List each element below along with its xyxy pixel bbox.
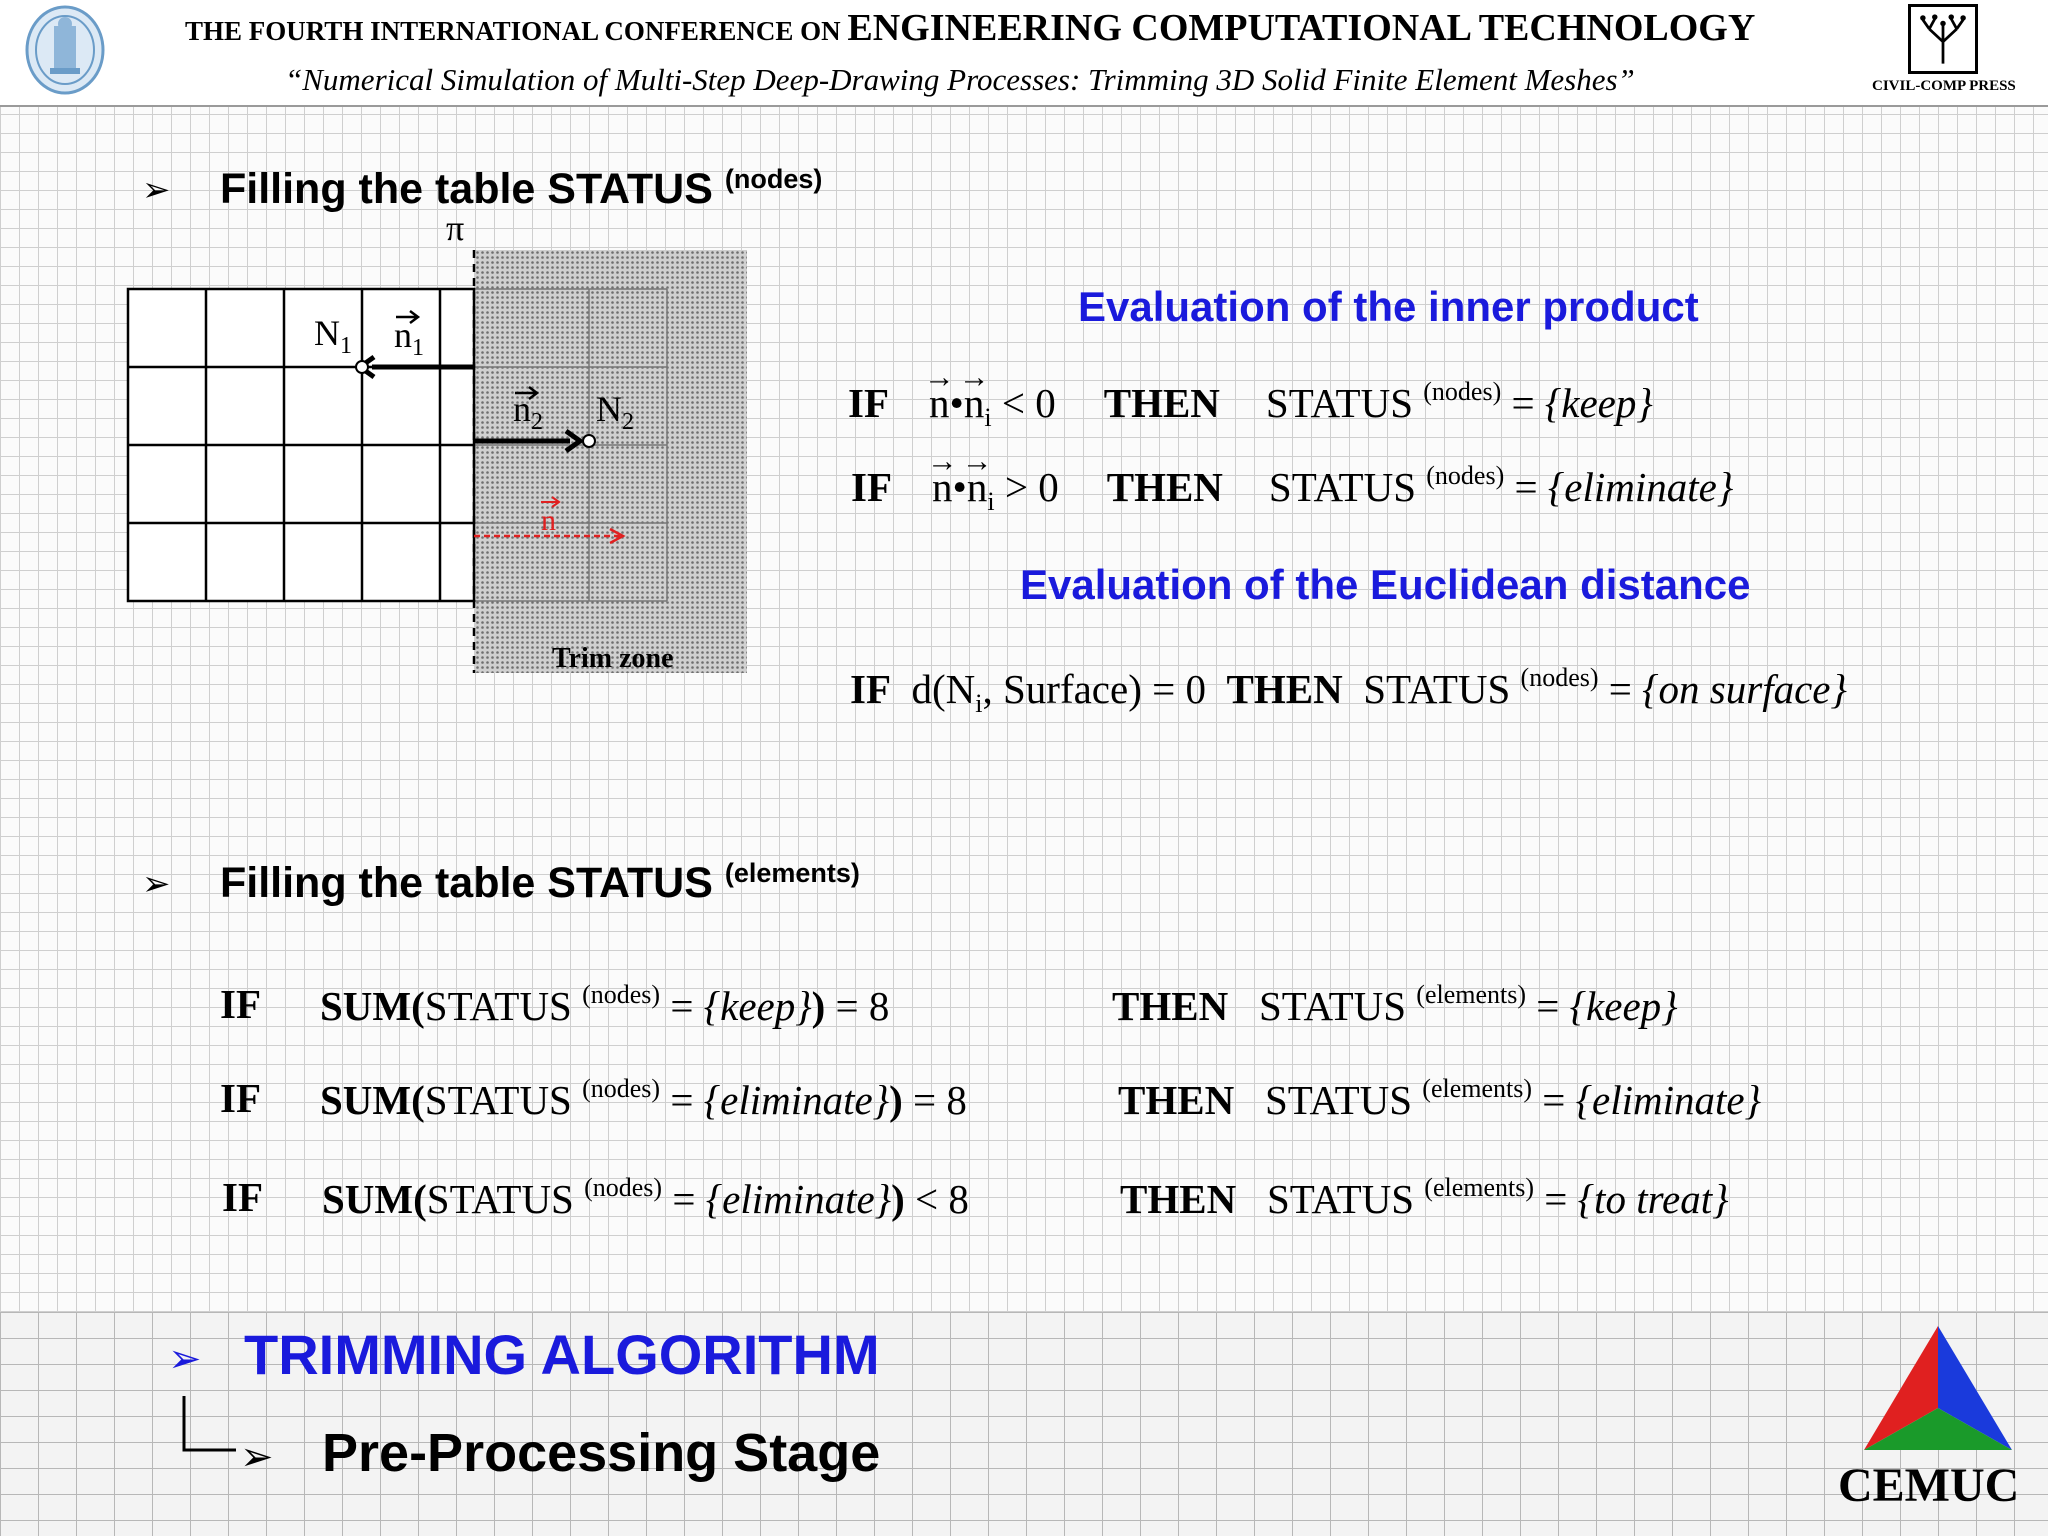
paper-subtitle: “Numerical Simulation of Multi-Step Deep-Drawing Processes: Trimming 3D Solid Finite Element Meshes”: [285, 62, 1635, 97]
conference-prefix: THE FOURTH INTERNATIONAL CONFERENCE ON: [185, 16, 841, 46]
cemuc-logo: [1858, 1322, 2018, 1457]
trimming-algorithm-title: TRIMMING ALGORITHM: [244, 1323, 880, 1386]
conference-title: [185, 6, 1755, 50]
inner-product-rule-1: IF→ n•→ $n_i < 0$ THEN STATUS $^{(nodes)}$ = {keep}: [848, 377, 1653, 433]
euclidean-distance-heading: Evaluation of the Euclidean distance: [1020, 561, 1751, 608]
vector-n1-label: $n_1$: [394, 315, 424, 361]
trim-zone-label: Trim zone: [552, 643, 674, 674]
cemuc-logo-text: CEMUC: [1838, 1459, 2020, 1512]
trim-zone-diagram: [120, 210, 760, 685]
inner-product-rule-2: IF→ n•→ $n_i > 0$ THEN STATUS $^{(nodes)}$ = {eliminate}: [851, 461, 1733, 517]
node-n2-marker: [583, 435, 595, 447]
bullet-arrow-icon: ➢: [142, 864, 171, 904]
element-rule-1: IF SUM(STATUS $^{(nodes)}$ = {keep}) = 8 THEN STATUS $^{(elements)}$ = {keep}: [220, 980, 1678, 1029]
inner-product-heading: Evaluation of the inner product: [1078, 283, 1699, 330]
heading-text: Filling the table STATUS: [220, 858, 713, 907]
press-label: CIVIL-COMP PRESS: [1872, 78, 2016, 94]
pi-label: π: [446, 210, 465, 248]
vector-n2-label: $n_2$: [513, 389, 543, 435]
bullet-arrow-icon: ➢: [142, 170, 171, 210]
section-heading-elements: [220, 858, 860, 908]
node-n2-label: $N_2$: [596, 389, 634, 435]
normal-vector-label: n: [541, 504, 556, 537]
university-seal-logo: [24, 4, 106, 96]
trim-zone-area: [474, 250, 747, 673]
sub-bullet-arrow-icon: ➢: [240, 1434, 274, 1480]
footer-bullet-arrow-icon: ➢: [168, 1336, 202, 1382]
section-heading-nodes: [220, 164, 822, 214]
conference-name: ENGINEERING COMPUTATIONAL TECHNOLOGY: [847, 7, 1756, 49]
node-n1-label: $N_1$: [314, 313, 352, 359]
heading-superscript: (nodes): [724, 164, 823, 194]
civil-comp-press-logo: [1908, 4, 1978, 74]
element-rule-3: IF SUM(STATUS $^{(nodes)}$ = {eliminate}) < 8 THEN STATUS $^{(elements)}$ = {to treat}: [222, 1173, 1729, 1222]
element-rule-2: IF SUM(STATUS $^{(nodes)}$ = {eliminate}) = 8 THEN STATUS $^{(elements)}$ = {eliminate}: [220, 1074, 1762, 1123]
node-n1-marker: [356, 361, 368, 373]
pre-processing-stage-title: Pre-Processing Stage: [322, 1423, 881, 1483]
heading-text: Filling the table STATUS: [220, 164, 713, 213]
euclidean-distance-rule: IF $d(N_i$, Surface) = 0 THEN STATUS $^{(nodes)}$ = {on surface}: [850, 663, 1847, 718]
heading-superscript: (elements): [724, 858, 860, 888]
